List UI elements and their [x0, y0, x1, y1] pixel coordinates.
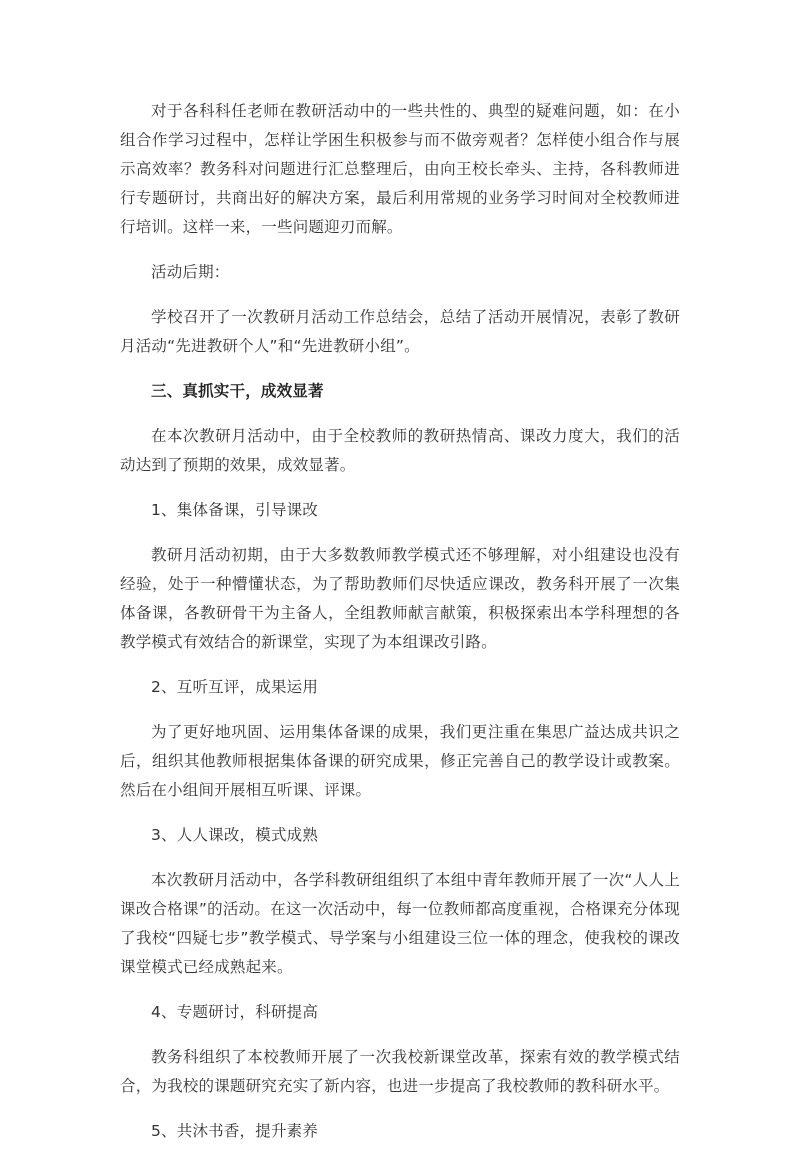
paragraph-summary-meeting: 学校召开了一次教研月活动工作总结会，总结了活动开展情况，表彰了教研月活动“先进教研个人”和“先进教研小组”。 [120, 308, 680, 355]
subheading-collective-lesson-prep: 1、集体备课，引导课改 [151, 501, 319, 519]
paragraph-collective-lesson-prep: 教研月活动初期，由于大多数教师教学模式还不够理解，对小组建设也没有经验，处于一种懵懂状态，为了帮助教师们尽快适应课改，教务科开展了一次集体备课，各教研骨干为主备人，全组教师献言献策，积极探索出本学科理想的各教学模式有效结合的新课堂，实现了为本组课改引路。 [120, 546, 680, 651]
paragraph-everyone-reform: 本次教研月活动中，各学科教研组组织了本组中青年教师开展了一次“人人上课改合格课”的活动。在这一次活动中，每一位教师都高度重视，合格课充分体现了我校“四疑七步”教学模式、导学案与小组建设三位一体的理念，使我校的课改课堂模式已经成熟起来。 [120, 871, 680, 976]
paragraph-mutual-observation: 为了更好地巩固、运用集体备课的成果，我们更注重在集思广益达成共识之后，组织其他教师根据集体备课的研究成果，修正完善自己的教学设计或教案。然后在小组间开展相互听课、评课。 [120, 723, 680, 799]
section-heading-results: 三、真抓实干，成效显著 [151, 382, 324, 400]
paragraph-results-intro: 在本次教研月活动中，由于全校教师的教研热情高、课改力度大，我们的活动达到了预期的效果，成效显著。 [120, 427, 680, 474]
document-body [120, 97, 680, 1162]
paragraph-special-research: 教务科组织了本校教师开展了一次我校新课堂改革，探索有效的教学模式结合，为我校的课题研究充实了新内容，也进一步提高了我校教师的教科研水平。 [120, 1048, 680, 1095]
paragraph-later-stage-label: 活动后期： [151, 263, 230, 281]
subheading-special-research: 4、专题研讨，科研提高 [151, 1003, 319, 1021]
paragraph-difficult-questions: 对于各科科任老师在教研活动中的一些共性的、典型的疑难问题，如：在小组合作学习过程中，怎样让学困生积极参与而不做旁观者？怎样使小组合作与展示高效率？教务科对问题进行汇总整理后，由向王校长牵头、主持，各科教师进行专题研讨，共商出好的解决方案，最后利用常规的业务学习时间对全校教师进行培训。这样一来，一些问题迎刃而解。 [120, 102, 680, 236]
subheading-mutual-observation: 2、互听互评，成果运用 [151, 678, 319, 696]
subheading-reading: 5、共沐书香，提升素养 [151, 1122, 319, 1140]
subheading-everyone-reform: 3、人人课改，模式成熟 [151, 826, 319, 844]
